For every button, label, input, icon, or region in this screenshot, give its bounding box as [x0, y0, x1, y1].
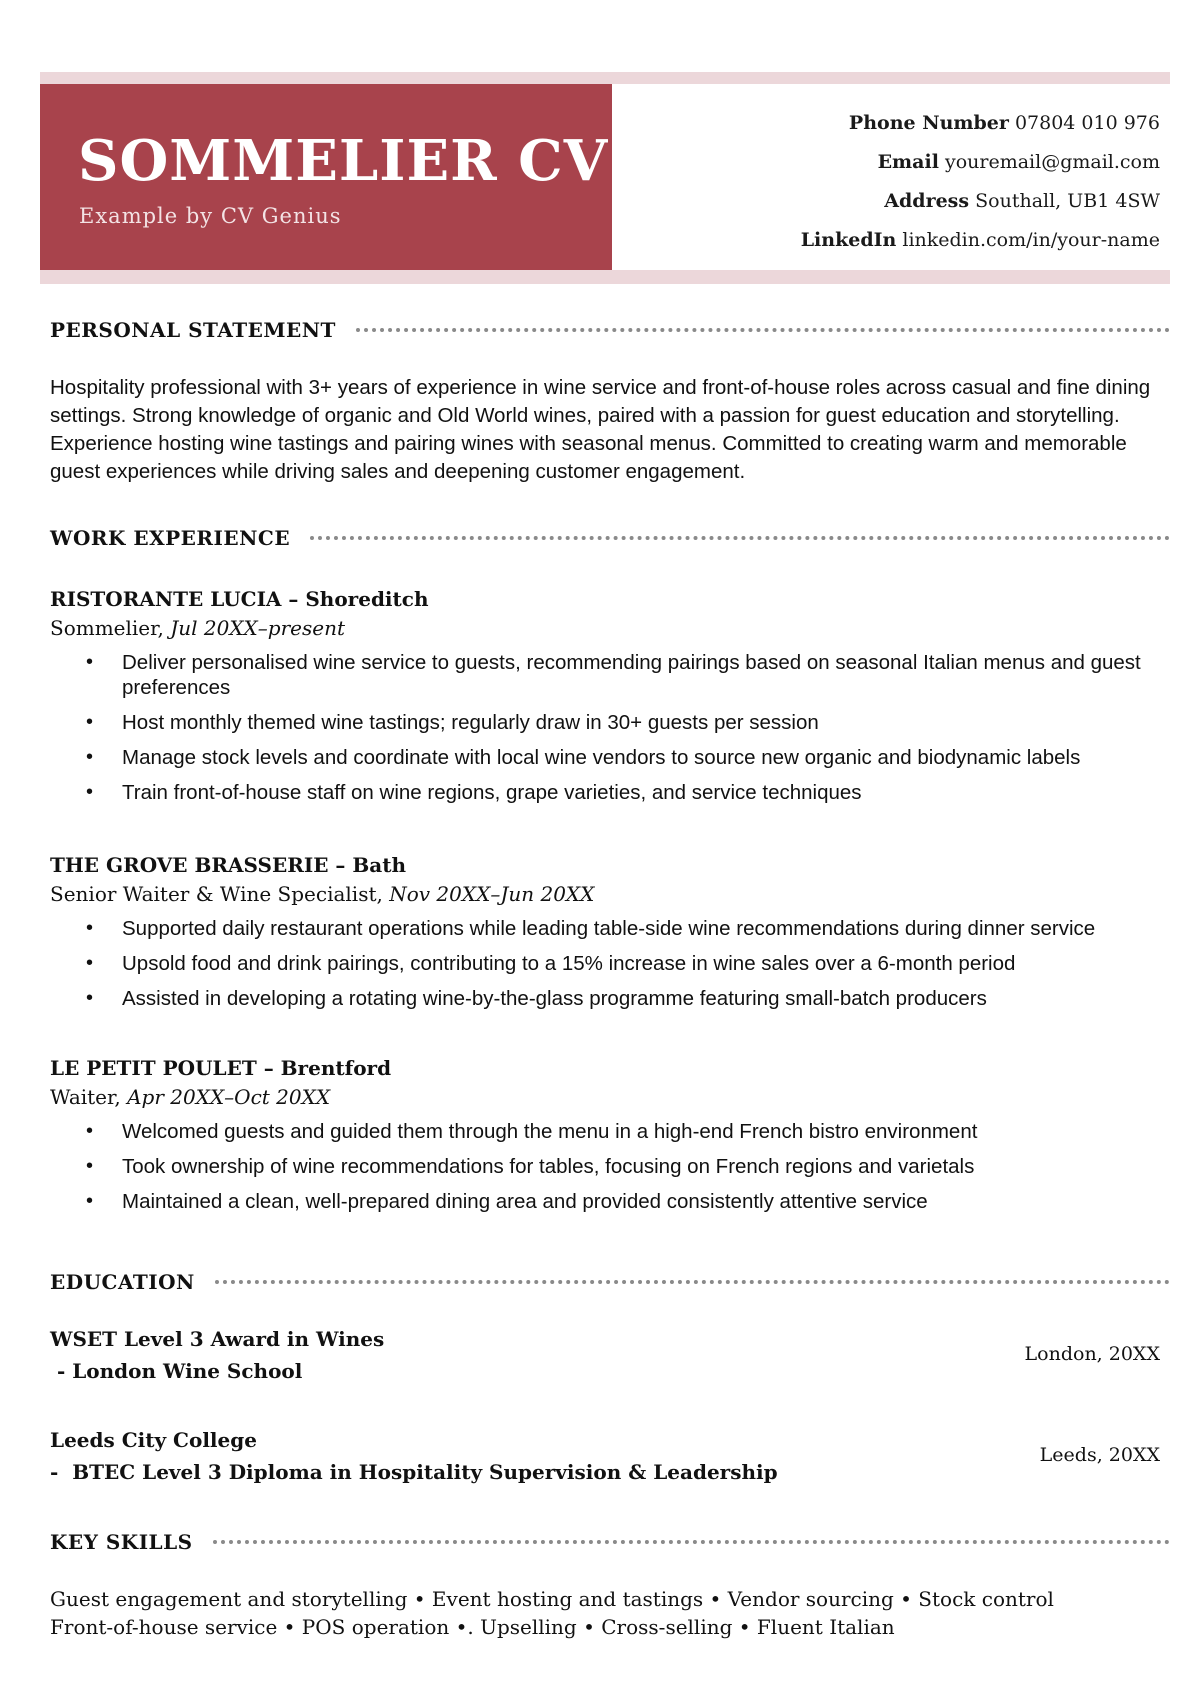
list-item: • Took ownership of wine recommendations for tables, focusing on French regions and varietals — [122, 1154, 1170, 1179]
contact-label: Address — [884, 190, 970, 212]
list-item: • Manage stock levels and coordinate with local wine vendors to source new organic and biodynamic labels — [122, 745, 1170, 770]
contact-value: youremail@gmail.com — [944, 151, 1160, 173]
section-heading-personal-statement — [50, 315, 1170, 345]
contact-label: LinkedIn — [800, 229, 897, 251]
dotted-divider — [310, 536, 1170, 540]
section-title: EDUCATION — [50, 1270, 195, 1294]
job-role — [50, 880, 1170, 908]
header-band-top — [40, 72, 1170, 84]
section-heading-education — [50, 1267, 1170, 1297]
education-location: London, 20XX — [1024, 1343, 1160, 1365]
job-company: THE GROVE BRASSERIE – Bath — [50, 853, 407, 877]
contact-label: Phone Number — [848, 112, 1009, 134]
section-title: PERSONAL STATEMENT — [50, 318, 336, 342]
job-company: RISTORANTE LUCIA – Shoreditch — [50, 587, 429, 611]
list-item: • Train front-of-house staff on wine regions, grape varieties, and service techniques — [122, 780, 1170, 805]
job-dates: Jul 20XX–present — [170, 616, 346, 640]
education-qualification: - BTEC Level 3 Diploma in Hospitality Supervision & Leadership — [50, 1460, 778, 1484]
list-item: • Host monthly themed wine tastings; regularly draw in 30+ guests per session — [122, 710, 1170, 735]
list-item: • Deliver personalised wine service to guests, recommending pairings based on seasonal Italian menus and guest preferences — [122, 650, 1170, 700]
contact-label: Email — [877, 151, 939, 173]
job-role — [50, 614, 1170, 642]
job-entry — [50, 584, 1170, 815]
contact-value: 07804 010 976 — [1014, 112, 1160, 134]
job-entry — [50, 850, 1170, 1021]
job-bullets — [50, 650, 1170, 805]
contact-email — [801, 143, 1160, 182]
dotted-divider — [356, 328, 1170, 332]
key-skills-list — [50, 1585, 1160, 1641]
cv-subtitle: Example by CV Genius — [79, 204, 342, 228]
dotted-divider — [213, 1540, 1170, 1544]
header-band-bottom — [40, 270, 1170, 284]
contact-value: linkedin.com/in/your-name — [902, 229, 1160, 251]
list-item: • Assisted in developing a rotating wine-by-the-glass programme featuring small-batch producers — [122, 986, 1170, 1011]
section-title: WORK EXPERIENCE — [50, 526, 291, 550]
personal-statement-text: Hospitality professional with 3+ years of experience in wine service and front-of-house roles across casual and fine dining settings. Strong knowledge of organic and Old World wines, paired with a passion for guest education and storytelling. Experience hosting wine tastings and pairing wines with seasonal menus. Committed to creating warm and memorable guest experiences while driving sales and deepening customer engagement. — [50, 376, 1151, 483]
list-item: • Welcomed guests and guided them through the menu in a high-end French bistro environment — [122, 1119, 1170, 1144]
contact-address — [801, 182, 1160, 221]
education-institution: - London Wine School — [50, 1359, 303, 1383]
job-title: Senior Waiter & Wine Specialist, — [50, 882, 383, 906]
education-institution: Leeds City College — [50, 1428, 257, 1452]
section-heading-work-experience — [50, 523, 1170, 553]
section-heading-key-skills — [50, 1527, 1170, 1557]
job-dates: Nov 20XX–Jun 20XX — [389, 882, 595, 906]
skills-line: Front-of-house service • POS operation •. Upselling • Cross-selling • Fluent Italian — [50, 1615, 895, 1639]
job-dates: Apr 20XX–Oct 20XX — [127, 1085, 331, 1109]
cv-title: SOMMELIER CV — [78, 128, 609, 194]
job-company: LE PETIT POULET – Brentford — [50, 1056, 392, 1080]
list-item: • Maintained a clean, well-prepared dining area and provided consistently attentive service — [122, 1189, 1170, 1214]
job-entry — [50, 1053, 1170, 1224]
contact-phone — [801, 104, 1160, 143]
skills-line: Guest engagement and storytelling • Event hosting and tastings • Vendor sourcing • Stock control — [50, 1587, 1054, 1611]
contact-details — [801, 104, 1160, 260]
education-entry — [50, 1323, 1170, 1387]
education-qualification: WSET Level 3 Award in Wines — [50, 1327, 385, 1351]
job-role — [50, 1083, 1170, 1111]
list-item: • Supported daily restaurant operations while leading table-side wine recommendations during dinner service — [122, 916, 1170, 941]
job-bullets — [50, 1119, 1170, 1214]
job-title: Sommelier, — [50, 616, 164, 640]
section-title: KEY SKILLS — [50, 1530, 193, 1554]
contact-linkedin — [801, 221, 1160, 260]
education-location: Leeds, 20XX — [1039, 1444, 1160, 1466]
job-bullets — [50, 916, 1170, 1011]
dotted-divider — [215, 1280, 1170, 1284]
job-title: Waiter, — [50, 1085, 121, 1109]
education-entry — [50, 1424, 1170, 1488]
name-banner — [40, 84, 612, 270]
list-item: • Upsold food and drink pairings, contributing to a 15% increase in wine sales over a 6-month period — [122, 951, 1170, 976]
contact-value: Southall, UB1 4SW — [975, 190, 1160, 212]
